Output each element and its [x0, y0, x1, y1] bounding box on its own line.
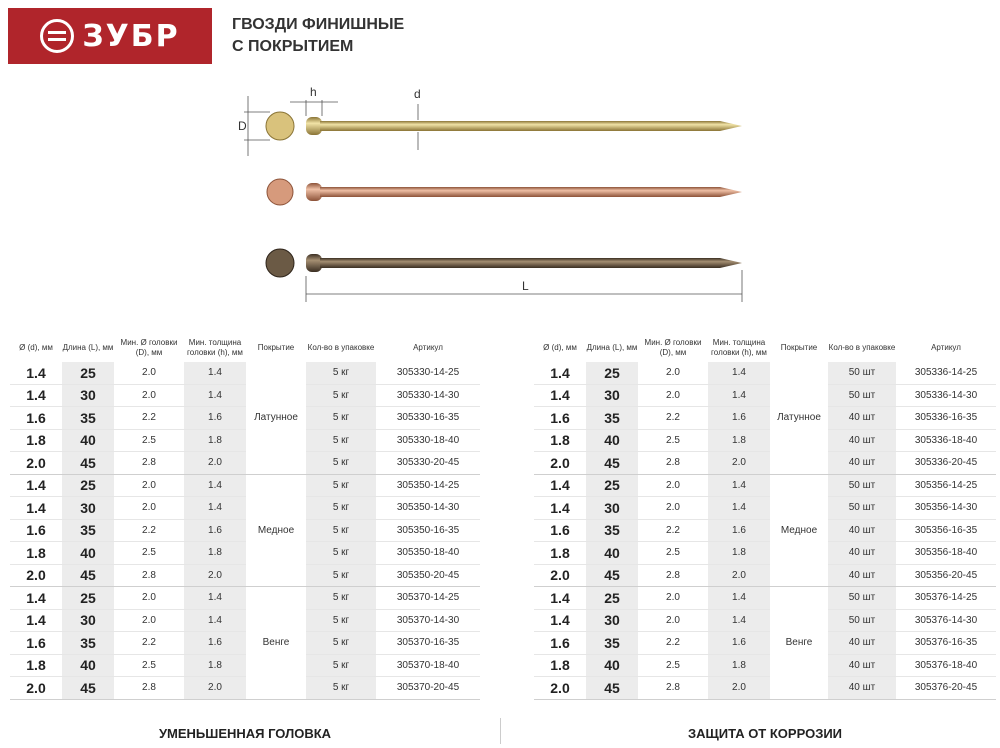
- dim-label-D: D: [238, 119, 247, 133]
- table-header-row: [10, 334, 480, 362]
- head-thickness-cell: 1.6: [708, 632, 770, 655]
- diameter-cell: 1.8: [534, 429, 586, 452]
- length-cell: 40: [586, 542, 638, 565]
- length-cell: 40: [62, 654, 114, 677]
- article-cell: 305350-14-30: [376, 497, 480, 520]
- head-diameter-cell: 2.0: [114, 587, 184, 610]
- table-row: [534, 384, 996, 407]
- article-cell: 305356-20-45: [896, 564, 996, 587]
- article-cell: 305336-18-40: [896, 429, 996, 452]
- spec-table-reduced-head: [10, 334, 480, 700]
- head-thickness-cell: 1.4: [184, 609, 246, 632]
- dim-label-h: h: [310, 85, 317, 99]
- diameter-cell: 1.4: [10, 474, 62, 497]
- table-row: [534, 564, 996, 587]
- table-row: [534, 497, 996, 520]
- diameter-cell: 1.8: [534, 654, 586, 677]
- head-thickness-cell: 1.4: [708, 609, 770, 632]
- head-diameter-cell: 2.0: [638, 497, 708, 520]
- article-cell: 305356-16-35: [896, 519, 996, 542]
- head-diameter-cell: 2.0: [114, 609, 184, 632]
- article-cell: 305350-18-40: [376, 542, 480, 565]
- length-cell: 25: [62, 362, 114, 384]
- head-diameter-cell: 2.5: [114, 429, 184, 452]
- quantity-cell: 5 кг: [306, 677, 376, 700]
- head-thickness-cell: 1.8: [184, 542, 246, 565]
- table-row: [10, 632, 480, 655]
- diameter-cell: 1.8: [534, 542, 586, 565]
- article-cell: 305350-16-35: [376, 519, 480, 542]
- table-row: [534, 474, 996, 497]
- head-diameter-cell: 2.8: [638, 677, 708, 700]
- logo-emblem-icon: [40, 19, 74, 53]
- quantity-cell: 5 кг: [306, 362, 376, 384]
- article-cell: 305330-14-25: [376, 362, 480, 384]
- column-header: Мин. Ø головки (D), мм: [644, 338, 702, 357]
- table-row: [534, 407, 996, 430]
- quantity-cell: 5 кг: [306, 587, 376, 610]
- column-header: Мин. толщина головки (h), мм: [187, 338, 243, 357]
- table-row: [10, 564, 480, 587]
- quantity-cell: 5 кг: [306, 609, 376, 632]
- table-row: [10, 677, 480, 700]
- quantity-cell: 40 шт: [828, 519, 896, 542]
- table-row: [10, 587, 480, 610]
- head-thickness-cell: 1.4: [708, 474, 770, 497]
- quantity-cell: 5 кг: [306, 452, 376, 475]
- length-cell: 25: [586, 474, 638, 497]
- length-cell: 40: [586, 654, 638, 677]
- quantity-cell: 50 шт: [828, 362, 896, 384]
- head-thickness-cell: 1.8: [184, 654, 246, 677]
- head-thickness-cell: 1.6: [184, 407, 246, 430]
- length-cell: 40: [586, 429, 638, 452]
- nails-illustration: [230, 80, 750, 310]
- article-cell: 305356-18-40: [896, 542, 996, 565]
- quantity-cell: 40 шт: [828, 677, 896, 700]
- article-cell: 305370-14-25: [376, 587, 480, 610]
- quantity-cell: 5 кг: [306, 542, 376, 565]
- length-cell: 45: [586, 452, 638, 475]
- head-diameter-cell: 2.2: [638, 519, 708, 542]
- article-cell: 305370-16-35: [376, 632, 480, 655]
- table-header-row: [534, 334, 996, 362]
- length-cell: 25: [62, 587, 114, 610]
- diameter-cell: 2.0: [10, 564, 62, 587]
- table-row: [10, 474, 480, 497]
- article-cell: 305356-14-25: [896, 474, 996, 497]
- quantity-cell: 50 шт: [828, 609, 896, 632]
- length-cell: 45: [62, 452, 114, 475]
- article-cell: 305376-14-30: [896, 609, 996, 632]
- diameter-cell: 1.6: [10, 632, 62, 655]
- title-line-2: С ПОКРЫТИЕМ: [232, 38, 354, 55]
- head-thickness-cell: 1.4: [708, 497, 770, 520]
- head-diameter-cell: 2.0: [114, 362, 184, 384]
- table-row: [10, 362, 480, 384]
- article-cell: 305350-20-45: [376, 564, 480, 587]
- column-header: Покрытие: [257, 343, 295, 352]
- column-header: Кол-во в упаковке: [307, 343, 375, 352]
- article-cell: 305336-16-35: [896, 407, 996, 430]
- head-diameter-cell: 2.5: [638, 654, 708, 677]
- dim-label-d: d: [414, 87, 421, 101]
- head-thickness-cell: 1.4: [708, 362, 770, 384]
- diameter-cell: 1.6: [10, 407, 62, 430]
- length-cell: 40: [62, 429, 114, 452]
- diameter-cell: 2.0: [534, 452, 586, 475]
- head-diameter-cell: 2.0: [114, 497, 184, 520]
- quantity-cell: 5 кг: [306, 519, 376, 542]
- diameter-cell: 1.8: [10, 429, 62, 452]
- diameter-cell: 1.4: [534, 497, 586, 520]
- length-cell: 30: [62, 497, 114, 520]
- head-diameter-cell: 2.0: [638, 362, 708, 384]
- table-row: [10, 384, 480, 407]
- diameter-cell: 1.4: [534, 384, 586, 407]
- column-header: Артикул: [931, 343, 961, 352]
- diameter-cell: 1.4: [534, 474, 586, 497]
- brand-logo: [8, 8, 212, 64]
- head-thickness-cell: 1.4: [184, 474, 246, 497]
- diameter-cell: 2.0: [10, 452, 62, 475]
- head-thickness-cell: 1.4: [184, 497, 246, 520]
- column-header: Ø (d), мм: [19, 343, 53, 352]
- column-header: Мин. толщина головки (h), мм: [711, 338, 767, 357]
- head-thickness-cell: 1.6: [184, 519, 246, 542]
- diameter-cell: 2.0: [534, 677, 586, 700]
- length-cell: 35: [586, 519, 638, 542]
- head-thickness-cell: 1.6: [184, 632, 246, 655]
- article-cell: 305370-20-45: [376, 677, 480, 700]
- article-cell: 305356-14-30: [896, 497, 996, 520]
- coating-cell: Венге: [246, 587, 306, 700]
- diameter-cell: 1.4: [534, 362, 586, 384]
- coating-cell: Латунное: [246, 362, 306, 474]
- article-cell: 305376-20-45: [896, 677, 996, 700]
- table-row: [10, 497, 480, 520]
- head-diameter-cell: 2.2: [638, 632, 708, 655]
- head-thickness-cell: 1.6: [708, 407, 770, 430]
- quantity-cell: 40 шт: [828, 407, 896, 430]
- table-row: [534, 632, 996, 655]
- length-cell: 35: [586, 632, 638, 655]
- table-row: [10, 609, 480, 632]
- coating-cell: Венге: [770, 587, 828, 700]
- head-diameter-cell: 2.5: [114, 654, 184, 677]
- quantity-cell: 5 кг: [306, 384, 376, 407]
- table-row: [10, 519, 480, 542]
- head-diameter-cell: 2.8: [114, 452, 184, 475]
- table-row: [534, 609, 996, 632]
- head-diameter-cell: 2.2: [114, 407, 184, 430]
- quantity-cell: 40 шт: [828, 542, 896, 565]
- diameter-cell: 1.8: [10, 542, 62, 565]
- quantity-cell: 40 шт: [828, 429, 896, 452]
- length-cell: 45: [586, 564, 638, 587]
- head-diameter-cell: 2.8: [114, 677, 184, 700]
- length-cell: 35: [586, 407, 638, 430]
- head-thickness-cell: 1.8: [708, 429, 770, 452]
- head-thickness-cell: 1.4: [184, 587, 246, 610]
- nail-brass: [266, 112, 742, 140]
- head-diameter-cell: 2.8: [638, 452, 708, 475]
- spec-table-corrosion: [534, 334, 996, 700]
- footer-label-reduced-head: УМЕНЬШЕННАЯ ГОЛОВКА: [158, 726, 332, 741]
- head-diameter-cell: 2.0: [638, 609, 708, 632]
- head-thickness-cell: 2.0: [184, 677, 246, 700]
- brand-name: ЗУБР: [82, 18, 180, 54]
- quantity-cell: 50 шт: [828, 497, 896, 520]
- quantity-cell: 5 кг: [306, 654, 376, 677]
- nail-copper: [267, 179, 742, 205]
- head-thickness-cell: 1.4: [184, 362, 246, 384]
- table-row: [534, 654, 996, 677]
- table-row: [10, 407, 480, 430]
- nail-venge: [266, 249, 742, 277]
- article-cell: 305370-14-30: [376, 609, 480, 632]
- head-thickness-cell: 1.4: [184, 384, 246, 407]
- head-thickness-cell: 1.8: [708, 542, 770, 565]
- head-thickness-cell: 2.0: [184, 452, 246, 475]
- length-cell: 45: [62, 677, 114, 700]
- table-row: [10, 542, 480, 565]
- article-cell: 305330-16-35: [376, 407, 480, 430]
- head-thickness-cell: 2.0: [184, 564, 246, 587]
- coating-cell: Латунное: [770, 362, 828, 474]
- head-thickness-cell: 1.8: [708, 654, 770, 677]
- length-cell: 30: [62, 609, 114, 632]
- quantity-cell: 50 шт: [828, 384, 896, 407]
- head-thickness-cell: 1.4: [708, 587, 770, 610]
- length-cell: 35: [62, 407, 114, 430]
- quantity-cell: 50 шт: [828, 474, 896, 497]
- head-diameter-cell: 2.8: [114, 564, 184, 587]
- column-header: Длина (L), мм: [62, 343, 114, 352]
- dim-label-L: L: [522, 279, 529, 293]
- head-thickness-cell: 1.8: [184, 429, 246, 452]
- diameter-cell: 1.6: [10, 519, 62, 542]
- article-cell: 305336-14-30: [896, 384, 996, 407]
- table-row: [534, 362, 996, 384]
- column-header: Покрытие: [780, 343, 818, 352]
- diameter-cell: 1.4: [10, 587, 62, 610]
- table-row: [534, 519, 996, 542]
- quantity-cell: 5 кг: [306, 407, 376, 430]
- quantity-cell: 40 шт: [828, 654, 896, 677]
- head-thickness-cell: 1.4: [708, 384, 770, 407]
- column-header: Артикул: [413, 343, 443, 352]
- article-cell: 305370-18-40: [376, 654, 480, 677]
- quantity-cell: 5 кг: [306, 564, 376, 587]
- title-line-1: ГВОЗДИ ФИНИШНЫЕ: [232, 16, 405, 33]
- length-cell: 45: [62, 564, 114, 587]
- head-diameter-cell: 2.0: [638, 384, 708, 407]
- page-title: [232, 14, 404, 58]
- diameter-cell: 1.6: [534, 632, 586, 655]
- article-cell: 305330-14-30: [376, 384, 480, 407]
- footer-divider: [500, 718, 501, 744]
- diameter-cell: 1.6: [534, 407, 586, 430]
- head-thickness-cell: 2.0: [708, 564, 770, 587]
- quantity-cell: 5 кг: [306, 429, 376, 452]
- coating-cell: Медное: [246, 474, 306, 587]
- table-row: [534, 429, 996, 452]
- table-row: [534, 542, 996, 565]
- article-cell: 305336-14-25: [896, 362, 996, 384]
- head-diameter-cell: 2.2: [114, 519, 184, 542]
- head-diameter-cell: 2.5: [638, 542, 708, 565]
- diameter-cell: 1.8: [10, 654, 62, 677]
- head-thickness-cell: 1.6: [708, 519, 770, 542]
- article-cell: 305376-14-25: [896, 587, 996, 610]
- length-cell: 30: [586, 497, 638, 520]
- article-cell: 305376-18-40: [896, 654, 996, 677]
- table-row: [10, 429, 480, 452]
- length-cell: 35: [62, 519, 114, 542]
- diameter-cell: 1.6: [534, 519, 586, 542]
- table-row: [534, 587, 996, 610]
- article-cell: 305376-16-35: [896, 632, 996, 655]
- length-cell: 25: [586, 362, 638, 384]
- table-row: [534, 677, 996, 700]
- head-diameter-cell: 2.5: [638, 429, 708, 452]
- diameter-cell: 1.4: [10, 384, 62, 407]
- head-diameter-cell: 2.0: [114, 384, 184, 407]
- article-cell: 305330-20-45: [376, 452, 480, 475]
- table-row: [534, 452, 996, 475]
- column-header: Ø (d), мм: [543, 343, 577, 352]
- head-diameter-cell: 2.0: [638, 474, 708, 497]
- diameter-cell: 1.4: [10, 609, 62, 632]
- diameter-cell: 1.4: [10, 362, 62, 384]
- quantity-cell: 5 кг: [306, 632, 376, 655]
- head-thickness-cell: 2.0: [708, 452, 770, 475]
- footer-label-corrosion: ЗАЩИТА ОТ КОРРОЗИИ: [687, 726, 843, 741]
- column-header: Кол-во в упаковке: [828, 343, 896, 352]
- quantity-cell: 40 шт: [828, 632, 896, 655]
- article-cell: 305336-20-45: [896, 452, 996, 475]
- length-cell: 30: [586, 609, 638, 632]
- length-cell: 30: [62, 384, 114, 407]
- diameter-cell: 1.4: [10, 497, 62, 520]
- diameter-cell: 2.0: [10, 677, 62, 700]
- table-row: [10, 452, 480, 475]
- quantity-cell: 40 шт: [828, 564, 896, 587]
- diameter-cell: 1.4: [534, 587, 586, 610]
- head-thickness-cell: 2.0: [708, 677, 770, 700]
- diameter-cell: 1.4: [534, 609, 586, 632]
- head-diameter-cell: 2.0: [638, 587, 708, 610]
- quantity-cell: 5 кг: [306, 474, 376, 497]
- article-cell: 305330-18-40: [376, 429, 480, 452]
- length-cell: 35: [62, 632, 114, 655]
- column-header: Мин. Ø головки (D), мм: [120, 338, 178, 357]
- quantity-cell: 50 шт: [828, 587, 896, 610]
- diameter-cell: 2.0: [534, 564, 586, 587]
- head-diameter-cell: 2.2: [114, 632, 184, 655]
- quantity-cell: 5 кг: [306, 497, 376, 520]
- article-cell: 305350-14-25: [376, 474, 480, 497]
- length-cell: 45: [586, 677, 638, 700]
- head-diameter-cell: 2.0: [114, 474, 184, 497]
- column-header: Длина (L), мм: [586, 343, 638, 352]
- length-cell: 30: [586, 384, 638, 407]
- length-cell: 25: [62, 474, 114, 497]
- quantity-cell: 40 шт: [828, 452, 896, 475]
- head-diameter-cell: 2.5: [114, 542, 184, 565]
- head-diameter-cell: 2.8: [638, 564, 708, 587]
- length-cell: 40: [62, 542, 114, 565]
- table-row: [10, 654, 480, 677]
- head-diameter-cell: 2.2: [638, 407, 708, 430]
- coating-cell: Медное: [770, 474, 828, 587]
- length-cell: 25: [586, 587, 638, 610]
